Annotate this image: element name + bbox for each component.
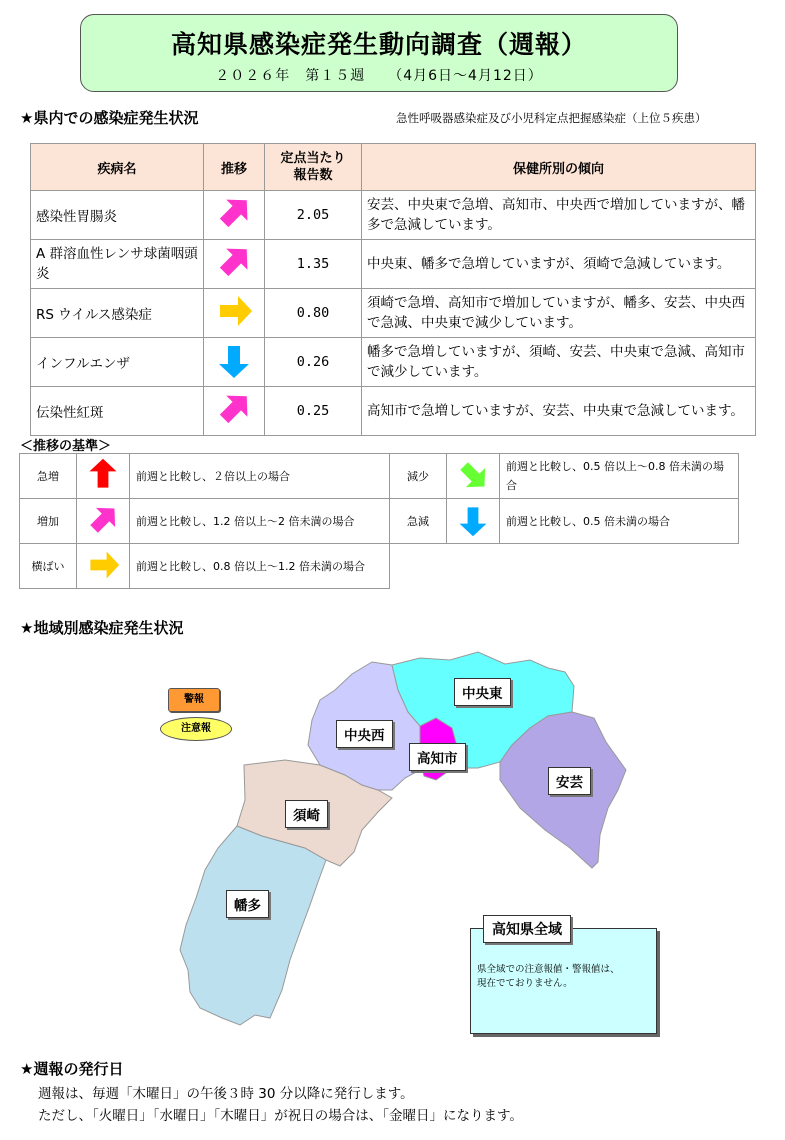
region-label-chuo-higashi: 中央東 [454,678,511,706]
prefecture-box-text [477,963,620,991]
criteria-heading: ＜推移の基準＞ [20,439,112,454]
rate-value: 0.80 [265,289,362,338]
header-disease: 疾病名 [31,144,204,191]
prefecture-box-line1: 県全域での注意報値・警報値は、 [477,964,620,975]
tendency-text: 中央東、幡多で急増していますが、須崎で急減しています。 [362,240,756,289]
region-hata [180,826,326,1025]
header-tendency: 保健所別の傾向 [362,144,756,191]
disease-name: RS ウイルス感染症 [31,289,204,338]
criteria-desc-sharp-decrease: 前週と比較し、0.5 倍未満の場合 [500,499,739,544]
prefecture-status-box [470,922,657,1034]
criteria-label-flat: 横ばい [20,544,77,589]
region-label-aki: 安芸 [548,767,591,795]
criteria-desc-decrease: 前週と比較し、0.5 倍以上～0.8 倍未満の場合 [500,454,739,499]
criteria-label-sharp-increase: 急増 [20,454,77,499]
legend-warning: 警報 [168,688,220,712]
criteria-desc-flat: 前週と比較し、0.8 倍以上～1.2 倍未満の場合 [130,544,390,589]
disease-name: 感染性胃腸炎 [31,191,204,240]
legend-caution: 注意報 [160,717,232,741]
disease-name: 伝染性紅斑 [31,387,204,436]
criteria-desc-increase: 前週と比較し、1.2 倍以上～2 倍未満の場合 [130,499,390,544]
section-note: 急性呼吸器感染症及び小児科定点把握感染症（上位５疾患） [396,111,707,125]
tendency-text: 高知市で急増していますが、安芸、中央東で急減しています。 [362,387,756,436]
criteria-desc-sharp-increase: 前週と比較し、２倍以上の場合 [130,454,390,499]
report-title: 高知県感染症発生動向調査（週報） [170,30,587,59]
footer-line1: 週報は、毎週「木曜日」の午後３時 30 分以降に発行します。 [38,1086,414,1102]
rate-value: 2.05 [265,191,362,240]
criteria-label-decrease: 減少 [390,454,447,499]
tendency-text: 安芸、中央東で急増、高知市、中央西で増加していますが、幡多で急減しています。 [362,191,756,240]
region-label-susaki: 須崎 [285,800,328,828]
rate-value: 1.35 [265,240,362,289]
region-label-hata: 幡多 [226,890,269,918]
tendency-text: 幡多で急増していますが、須崎、安芸、中央東で急減、高知市で減少しています。 [362,338,756,387]
report-period: ２０２６年 第１５週 （4月6日～4月12日） [215,68,543,84]
header-rate-line2: 報告数 [293,168,333,183]
disease-name: A 群溶血性レンサ球菌咽頭炎 [31,240,204,289]
header-rate-line1: 定点当たり [280,151,346,166]
footer-heading: ★週報の発行日 [20,1060,124,1078]
region-label-kochi-city: 高知市 [409,743,466,771]
section-heading-prefecture: ★県内での感染症発生状況 [20,109,199,127]
rate-value: 0.25 [265,387,362,436]
region-label-chuo-nishi: 中央西 [336,720,393,748]
disease-name: インフルエンザ [31,338,204,387]
section-heading-regional: ★地域別感染症発生状況 [20,619,184,637]
header-trend: 推移 [204,144,265,191]
criteria-label-sharp-decrease: 急減 [390,499,447,544]
prefecture-box-title: 高知県全域 [483,915,571,943]
tendency-text: 須崎で急増、高知市で増加していますが、幡多、安芸、中央西で急減、中央東で減少しています。 [362,289,756,338]
footer-line2: ただし、「火曜日」「水曜日」「木曜日」が祝日の場合は、「金曜日」になります。 [38,1108,523,1124]
prefecture-box-line2: 現在でておりません。 [477,978,573,989]
rate-value: 0.26 [265,338,362,387]
criteria-label-increase: 増加 [20,499,77,544]
